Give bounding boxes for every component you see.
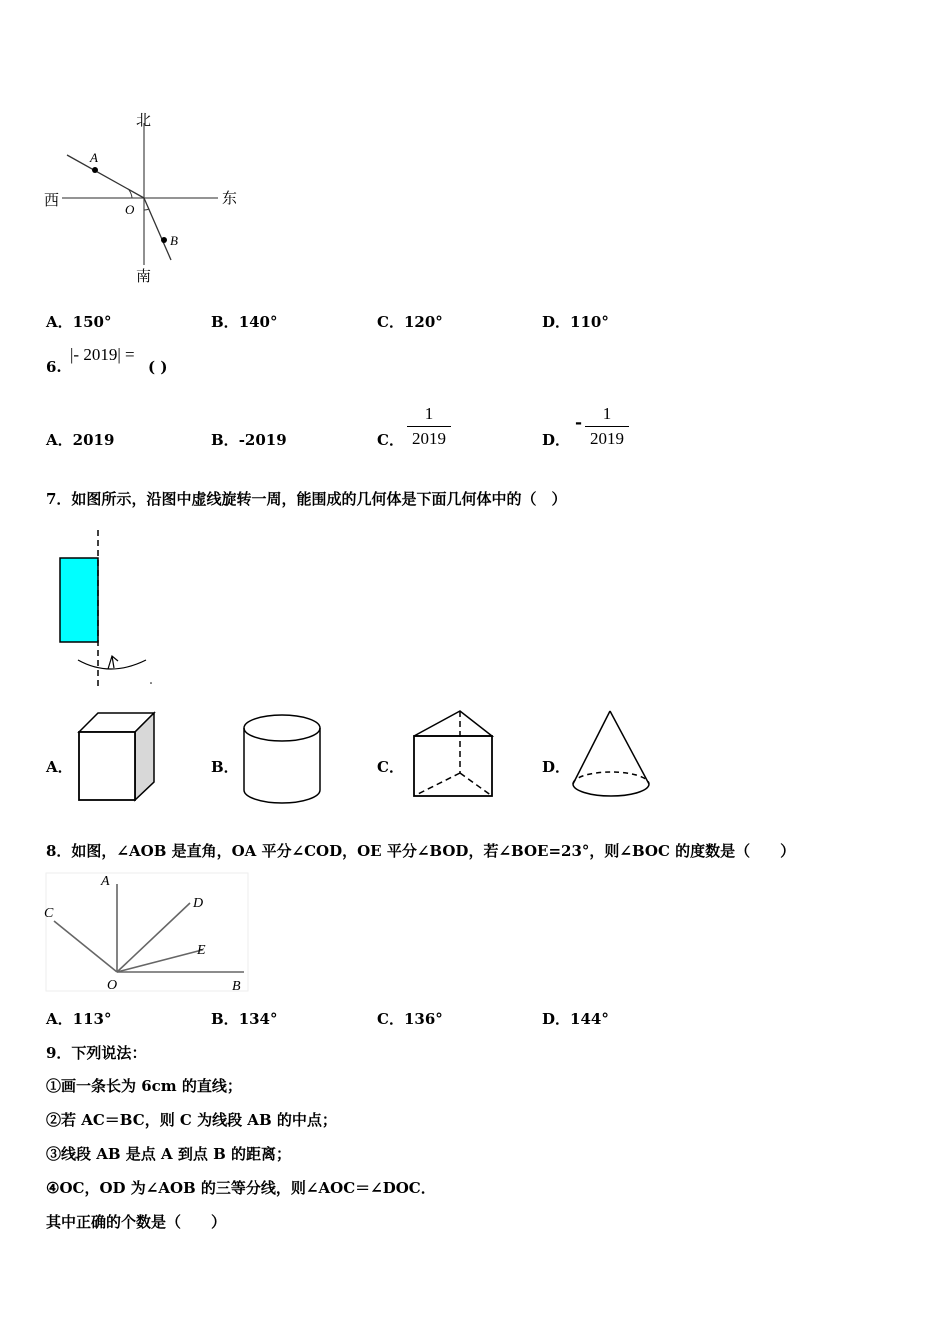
point-o-label: O bbox=[125, 202, 135, 217]
q8-option-b: B．134° bbox=[211, 1010, 278, 1028]
point-a-label: A bbox=[90, 150, 98, 165]
compass-figure bbox=[40, 105, 250, 290]
q6-number: 6. bbox=[46, 358, 62, 376]
q9-item-1: ①画一条长为 6cm 的直线； bbox=[46, 1077, 242, 1095]
q6-option-d-sign: - bbox=[575, 413, 583, 433]
point-b-label: B bbox=[170, 233, 178, 248]
q6-option-c-letter: C． bbox=[377, 431, 404, 449]
q6-option-d-fraction: $\frac{1}{2019}$ bbox=[585, 404, 629, 449]
ray-a-label: A bbox=[101, 874, 110, 889]
prism-figure bbox=[408, 708, 498, 803]
angle-figure bbox=[40, 868, 250, 994]
q6-paren: ( ) bbox=[148, 358, 168, 376]
q6-option-a: A．2019 bbox=[46, 431, 115, 449]
q8-option-a: A．113° bbox=[46, 1010, 112, 1028]
q8-text: 8．如图，∠AOB 是直角，OA 平分∠COD，OE 平分∠BOD，若∠BOE=23°，则∠BOC 的度数是（ ） bbox=[46, 842, 796, 860]
ray-c-label: C bbox=[44, 906, 54, 921]
q7-option-c-letter: C． bbox=[377, 758, 404, 776]
q9-item-3: ③线段 AB 是点 A 到点 B 的距离； bbox=[46, 1145, 291, 1163]
north-label: 北 bbox=[136, 113, 152, 129]
q9-conclusion: 其中正确的个数是（ ） bbox=[46, 1213, 227, 1231]
q7-option-b-letter: B． bbox=[211, 758, 239, 776]
q7-text: 7．如图所示，沿图中虚线旋转一周，能围成的几何体是下面几何体中的（ ） bbox=[46, 490, 567, 508]
q5-option-b: B．140° bbox=[211, 313, 278, 331]
ray-d-label: D bbox=[193, 896, 204, 911]
east-label: 东 bbox=[222, 191, 238, 207]
vertex-o-label: O bbox=[107, 978, 118, 993]
q9-title: 9．下列说法： bbox=[46, 1044, 147, 1062]
q5-option-c: C．120° bbox=[377, 313, 443, 331]
q5-option-d: D．110° bbox=[542, 313, 609, 331]
ray-b-label: B bbox=[232, 979, 241, 994]
q6-option-d-letter: D． bbox=[542, 431, 571, 449]
cube-figure bbox=[76, 710, 158, 805]
south-label: 南 bbox=[136, 269, 152, 285]
ray-e-label: E bbox=[197, 943, 206, 958]
q5-option-a: A．150° bbox=[46, 313, 112, 331]
cone-figure bbox=[568, 708, 658, 803]
q9-item-2: ②若 AC＝BC，则 C 为线段 AB 的中点； bbox=[46, 1111, 337, 1129]
rotation-figure bbox=[50, 528, 160, 690]
cylinder-figure bbox=[242, 712, 324, 807]
q8-option-c: C．136° bbox=[377, 1010, 443, 1028]
q9-item-4: ④OC，OD 为∠AOB 的三等分线，则∠AOC＝∠DOC． bbox=[46, 1179, 436, 1197]
q6-option-b: B．-2019 bbox=[211, 431, 287, 449]
q6-option-c-fraction: $\frac{1}{2019}$ bbox=[407, 404, 451, 449]
west-label: 西 bbox=[44, 193, 60, 209]
q7-option-a-letter: A． bbox=[46, 758, 73, 776]
q7-option-d-letter: D． bbox=[542, 758, 571, 776]
q6-abs-expression: |- 2019| = bbox=[70, 345, 135, 364]
q8-option-d: D．144° bbox=[542, 1010, 609, 1028]
